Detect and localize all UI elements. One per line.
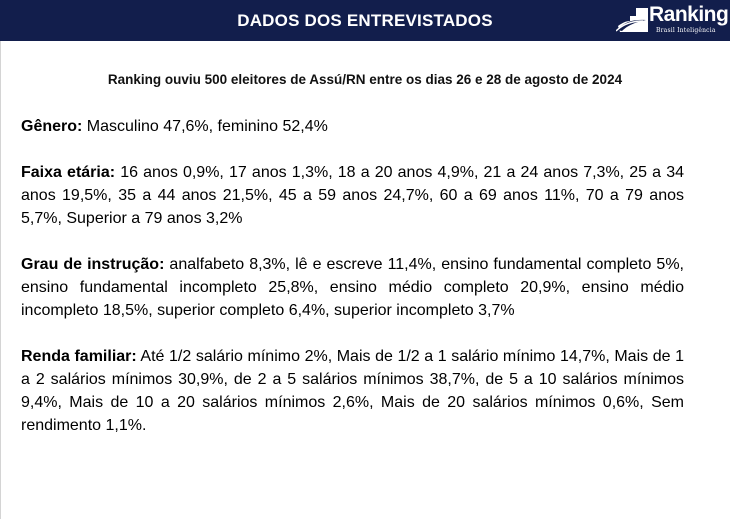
logo-tagline: Brasil Inteligência (656, 27, 716, 34)
survey-subtitle: Ranking ouviu 500 eleitores de Assú/RN entre os dias 26 e 28 de agosto de 2024 (107, 72, 623, 87)
logo-name: Ranking (649, 3, 729, 26)
ranking-logo (616, 3, 729, 37)
section-family-income (21, 345, 684, 437)
section-education (21, 253, 684, 322)
left-border (0, 41, 1, 519)
header-bar (0, 0, 730, 41)
section-label: Renda familiar: (21, 348, 137, 365)
section-label: Gênero: (21, 118, 83, 135)
section-text: Até 1/2 salário mínimo 2%, Mais de 1/2 a 1 salário mínimo 14,7%, Mais de 1 a 2 salários mínimos 30,9%, de 2 a 5 salários mínimos 38,7%, de 5 a 10 salários mínimos 9,4%, Mais de 10 a 20 salários mínimos 2,6%, Mais de 20 salários mínimos 0,6%, Sem rendimento 1,1%. (21, 348, 684, 434)
section-text: Masculino 47,6%, feminino 52,4% (82, 118, 328, 135)
section-label: Faixa etária: (21, 164, 116, 181)
section-text: 16 anos 0,9%, 17 anos 1,3%, 18 a 20 anos 4,9%, 21 a 24 anos 7,3%, 25 a 34 anos 19,5%, 35 a 44 anos 21,5%, 45 a 59 anos 24,7%, 60 a 69 anos 11%, 70 a 79 anos 5,7%, Superior a 79 anos 3,2% (21, 164, 685, 227)
section-label: Grau de instrução: (21, 256, 165, 273)
section-age-range (21, 161, 684, 230)
section-text: analfabeto 8,3%, lê e escreve 11,4%, ensino fundamental completo 5%, ensino fundamental incompleto 25,8%, ensino médio completo 20,9%, ensino médio incompleto 18,5%, superior completo 6,4%, superior incompleto 3,7% (21, 256, 684, 319)
page-title: DADOS DOS ENTREVISTADOS (237, 11, 493, 30)
section-gender (21, 115, 684, 138)
respondent-data-sections (21, 115, 684, 460)
ranking-logo-icon (616, 4, 650, 34)
